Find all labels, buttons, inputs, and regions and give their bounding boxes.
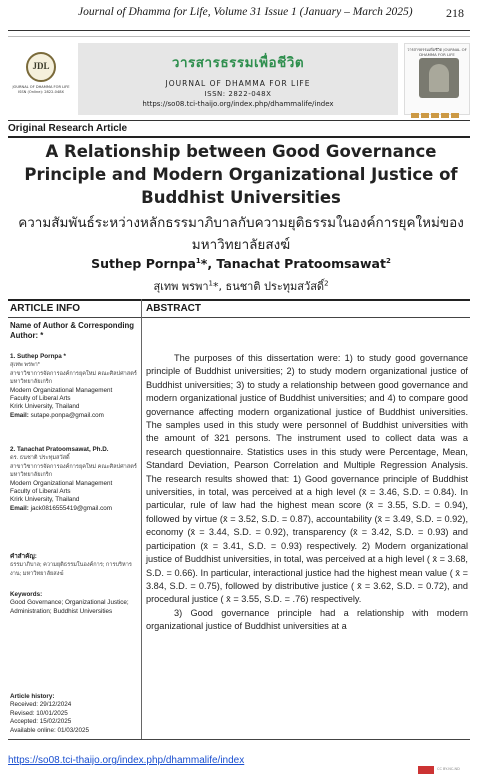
abstract-paragraph-1: The purposes of this dissertation were: 1) to study good governance principle of Buddhist universities; 2) to study modern organizational justice of Buddhist universities; 3) to study a relationship between good governance and modern organizational justice of Buddhist universities; and 4) to compare good governance affecting modern organizational justice of Buddhist universities. The samples used in this study were personnel of Buddhist universities with the amount of 321 persons. The instrument used to collect data was a research questionnaire. Statistics uses in this study were Percentage, Mean, Standard Deviation, Pearson Correlation and Multiple Regression Analysis. The research results showed that: 1) Good governance principle of Buddhist universities, in total, was perceived at a high level (x̄ = 3.46, S.D. = 0.84). In particular, rule of law had the highest mean score (x̄ = 3.55, S.D. = 0.94), followed by virtue (x̄ = 3.52, S.D. = 0.87), accountability (x̄ = 3.49, S.D. = 0.92), economy (x̄ = 3.44, S.D. = 0.92), transparency (x̄ = 3.42, S.D. = 0.93) and participation (x̄ = 3.41, S.D. = 0.93) respectively. 2) Modern organizational justice of Buddhist universities, in total, was perceived at a high level ( x̄ = 3.68, S.D. = 0.66). In particular, interactional justice had the highest mean value ( x̄ = 3.84, S.D. = 0.75), followed by distributive justice ( x̄ = 3.62, S.D. = 0.72), and procedural justice ( x̄ = 3.55, S.D. = .76) respectively. bbox=[146, 353, 468, 605]
author-2-email[interactable]: jack0816555419@gmail.com bbox=[30, 504, 112, 512]
author-1-info: 1. Suthep Pornpa * สุเทพ พรพา* สาขาวิชาการจัดการองค์การยุคใหม่ คณะศิลปศาสตร์ มหาวิทยาลัยเกริก Modern Organizational Management Faculty of Liberal Arts Krirk University, Thailand Email: sutape.ponpa@gmail.com bbox=[10, 353, 137, 419]
running-head bbox=[0, 6, 484, 20]
header-rule bbox=[8, 30, 470, 31]
journal-english-title: JOURNAL OF DHAMMA FOR LIFE bbox=[165, 79, 311, 88]
jdl-logo-icon: JDL bbox=[26, 52, 56, 82]
section-rule bbox=[8, 120, 470, 121]
author-line-thai: สุเทพ พรพา$^1$*, ธนชาติ ประทุมสวัสดิ์$^2$ bbox=[153, 279, 329, 293]
abstract-subrule bbox=[141, 317, 470, 318]
article-title-thai: ความสัมพันธ์ระหว่างหลักธรรมาภิบาลกับความยุติธรรมในองค์การยุคใหม่ของมหาวิทยาลัยสงฆ์ bbox=[18, 215, 464, 253]
journal-issn: ISSN: 2822-048X bbox=[204, 90, 272, 98]
author-line: Suthep Pornpa$^1$*, Tanachat Pratoomsawat$^2$ bbox=[91, 256, 391, 271]
column-divider bbox=[141, 299, 142, 739]
banner-center bbox=[78, 43, 398, 115]
title-rule bbox=[8, 136, 470, 138]
journal-cover-thumbnail: วารสารธรรมเพื่อชีวิต JOURNAL OF DHAMMA FOR LIFE bbox=[404, 43, 470, 115]
footer-rule bbox=[8, 739, 470, 740]
info-rule bbox=[8, 299, 470, 301]
thai-keywords: คำสำคัญ: ธรรมาภิบาล; ความยุติธรรมในองค์การ; การบริหารงาน; มหาวิทยาลัยสงฆ์ bbox=[10, 553, 132, 577]
header-rule-thin bbox=[8, 36, 470, 37]
cover-artwork-icon bbox=[419, 58, 459, 98]
article-info-heading: ARTICLE INFO bbox=[10, 303, 80, 314]
footer-journal-link[interactable]: https://so08.tci-thaijo.org/index.php/dhammalife/index bbox=[8, 755, 245, 766]
article-title: A Relationship between Good Governance Principle and Modern Organizational Justice of Buddhist Universities bbox=[24, 142, 458, 207]
logo-caption: JOURNAL OF DHAMMA FOR LIFE ISSN (Online): 2822-048X bbox=[12, 85, 70, 94]
journal-logo bbox=[8, 48, 74, 110]
article-history: Article history: Received: 29/12/2024 Revised: 10/01/2025 Accepted: 15/02/2025 Available online: 01/03/2025 bbox=[10, 693, 90, 734]
journal-url[interactable]: https://so08.tci-thaijo.org/index.php/dhammalife/index bbox=[142, 100, 334, 108]
corresponding-heading: Name of Author & Corresponding Author: * bbox=[10, 321, 135, 340]
author-1-email[interactable]: sutape.ponpa@gmail.com bbox=[30, 411, 104, 419]
journal-thai-title: วารสารธรรมเพื่อชีวิต bbox=[171, 55, 305, 71]
section-label: Original Research Article bbox=[8, 123, 128, 134]
cc-license-icon bbox=[418, 766, 434, 774]
abstract-body bbox=[146, 352, 468, 634]
keywords: Keywords: Good Governance; Organizational Justice; Administration; Buddhist Universities bbox=[10, 591, 129, 615]
page-number: 218 bbox=[446, 6, 464, 20]
abstract-heading: ABSTRACT bbox=[146, 303, 201, 314]
author-2-info: 2. Tanachat Pratoomsawat, Ph.D. ดร. ธนชาติ ประทุมสวัสดิ์ สาขาวิชาการจัดการองค์การยุคใหม่ คณะศิลปศาสตร์ มหาวิทยาลัยเกริก Modern Organizational Management Faculty of Liberal Arts Krirk University, Thailand Email: jack0816555419@gmail.com bbox=[10, 446, 137, 512]
journal-banner bbox=[8, 43, 470, 115]
abstract-paragraph-2: 3) Good governance principle had a relationship with modern organizational justice of Buddhist universities at a bbox=[146, 607, 468, 632]
cover-partner-logos bbox=[411, 103, 465, 109]
license-badge: CC BY-NC-ND bbox=[418, 766, 478, 774]
journal-running-title: Journal of Dhamma for Life, Volume 31 Issue 1 (January – March 2025) bbox=[78, 6, 413, 18]
info-subrule bbox=[8, 317, 141, 318]
